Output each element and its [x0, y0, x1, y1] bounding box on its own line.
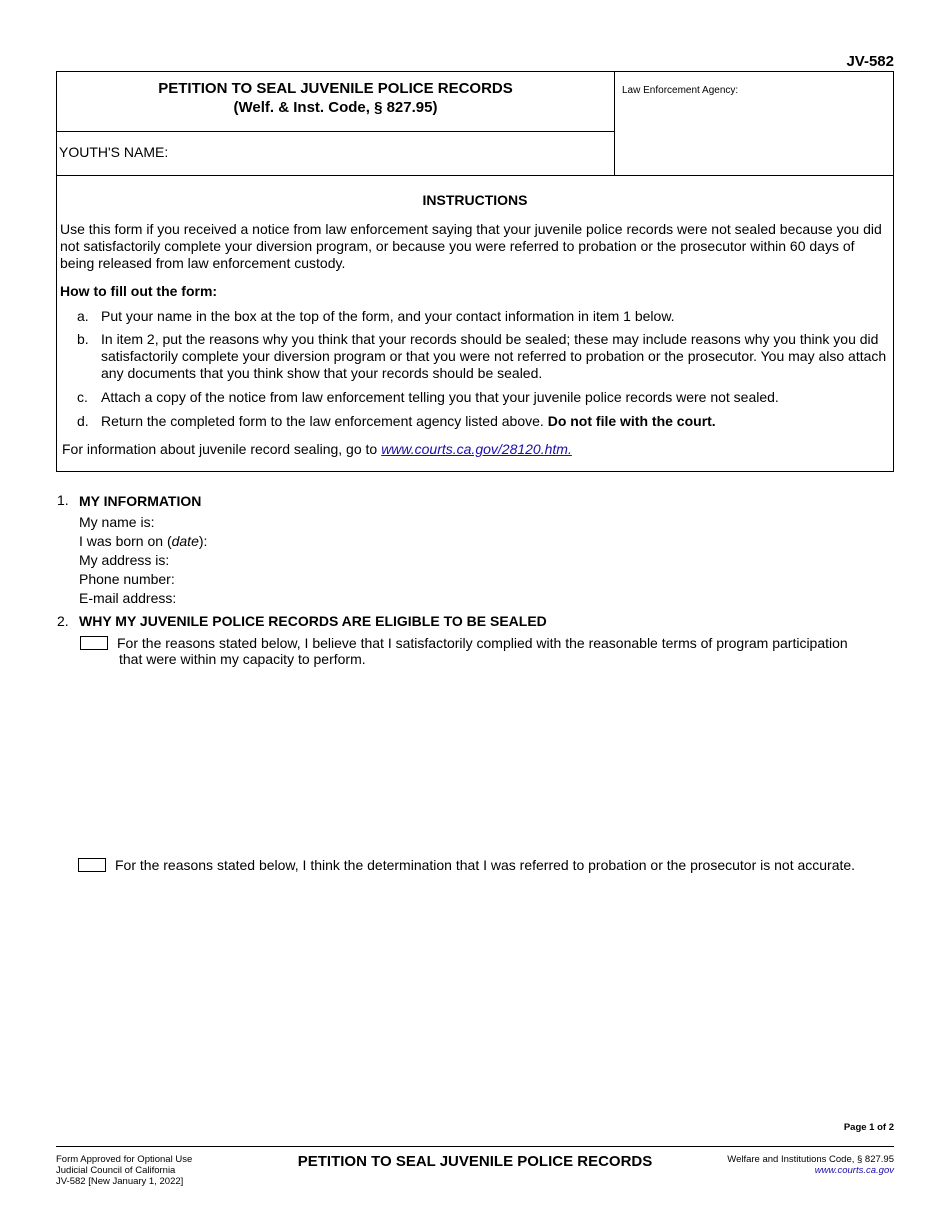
instruction-item-text: Put your name in the box at the top of the form, and your contact information in item 1 below.: [101, 308, 675, 324]
form-title-line1: PETITION TO SEAL JUVENILE POLICE RECORDS: [158, 80, 513, 97]
born-italic: date: [171, 533, 199, 549]
instruction-item-label: c.: [77, 389, 88, 405]
footer-title: PETITION TO SEAL JUVENILE POLICE RECORDS: [297, 1153, 653, 1170]
name-field-label[interactable]: My name is:: [79, 514, 155, 530]
option2-text: For the reasons stated below, I think the determination that I was referred to probation or the prosecutor is not accurate.: [115, 857, 856, 873]
instruction-item-label: a.: [77, 308, 89, 324]
form-title-line2: (Welf. & Inst. Code, § 827.95): [233, 99, 438, 116]
instruction-item-text: Attach a copy of the notice from law enforcement telling you that your juvenile police records were not sealed.: [101, 389, 779, 405]
instruction-item: [77, 308, 887, 325]
form-number: JV-582: [846, 53, 894, 70]
youth-name-field[interactable]: YOUTH'S NAME:: [59, 144, 169, 160]
section1-number: 1.: [57, 492, 69, 508]
instruction-item: [77, 413, 887, 430]
program-compliance-checkbox[interactable]: [80, 636, 108, 650]
address-field-label[interactable]: My address is:: [79, 552, 170, 568]
caption-box: [56, 71, 894, 176]
instruction-item: [77, 389, 887, 406]
info-text: For information about juvenile record sealing, go to: [62, 441, 378, 457]
instruction-item-text: In item 2, put the reasons why you think that your records should be sealed; these may include reasons why you think you did satisfactorily complete your diversion program or that you were not referred to probation or the prosecutor. You may also attach any documents that you think show that your records should be sealed.: [101, 331, 887, 381]
footer-website-link[interactable]: www.courts.ca.gov: [814, 1165, 894, 1176]
form-title: [57, 79, 614, 117]
option1-line1: For the reasons stated below, I believe that I satisfactorily complied with the reasonable terms of program participation: [117, 635, 848, 651]
footer-right: [727, 1154, 894, 1176]
option1-line2: that were within my capacity to perform.: [119, 651, 366, 667]
instruction-item-text-wrap: [101, 413, 887, 430]
footer-divider: [56, 1146, 894, 1147]
info-link[interactable]: www.courts.ca.gov/28120.htm.: [381, 441, 572, 457]
instructions-intro: Use this form if you received a notice from law enforcement saying that your juvenile police records were not sealed because you did not satisfactorily complete your diversion program, or because you were referred to probation or the prosecutor within 60 days of being released from law enforcement custody.: [60, 221, 882, 271]
instruction-item-label: b.: [77, 331, 89, 347]
footer-approved: Form Approved for Optional Use: [56, 1154, 193, 1165]
phone-field-label[interactable]: Phone number:: [79, 571, 175, 587]
caption-divider-horizontal: [57, 131, 615, 132]
instructions-box: [56, 176, 894, 472]
instruction-item-text: Return the completed form to the law enforcement agency listed above.: [101, 413, 544, 429]
footer-council: Judicial Council of California: [56, 1165, 176, 1176]
email-field-label[interactable]: E-mail address:: [79, 590, 177, 606]
footer-code: Welfare and Institutions Code, § 827.95: [727, 1154, 894, 1165]
instructions-heading: INSTRUCTIONS: [422, 192, 528, 208]
instruction-item-label: d.: [77, 413, 89, 429]
caption-divider-vertical: [614, 72, 615, 176]
page-number: Page 1 of 2: [843, 1122, 894, 1133]
birth-date-field-label[interactable]: [79, 533, 207, 550]
referral-inaccurate-checkbox[interactable]: [78, 858, 106, 872]
section1-heading: MY INFORMATION: [79, 493, 202, 509]
section2-number: 2.: [57, 613, 69, 629]
section2-heading: WHY MY JUVENILE POLICE RECORDS ARE ELIGIBLE TO BE SEALED: [79, 613, 547, 629]
info-line: [62, 441, 572, 458]
born-pre: I was born on (: [79, 533, 172, 549]
do-not-file-note: Do not file with the court.: [547, 413, 716, 429]
instruction-item: [77, 331, 887, 382]
born-post: ):: [198, 533, 208, 549]
footer-revision: JV-582 [New January 1, 2022]: [56, 1176, 184, 1187]
footer-left: [56, 1154, 192, 1187]
agency-field[interactable]: Law Enforcement Agency:: [622, 85, 739, 96]
how-to-heading: How to fill out the form:: [60, 283, 218, 299]
